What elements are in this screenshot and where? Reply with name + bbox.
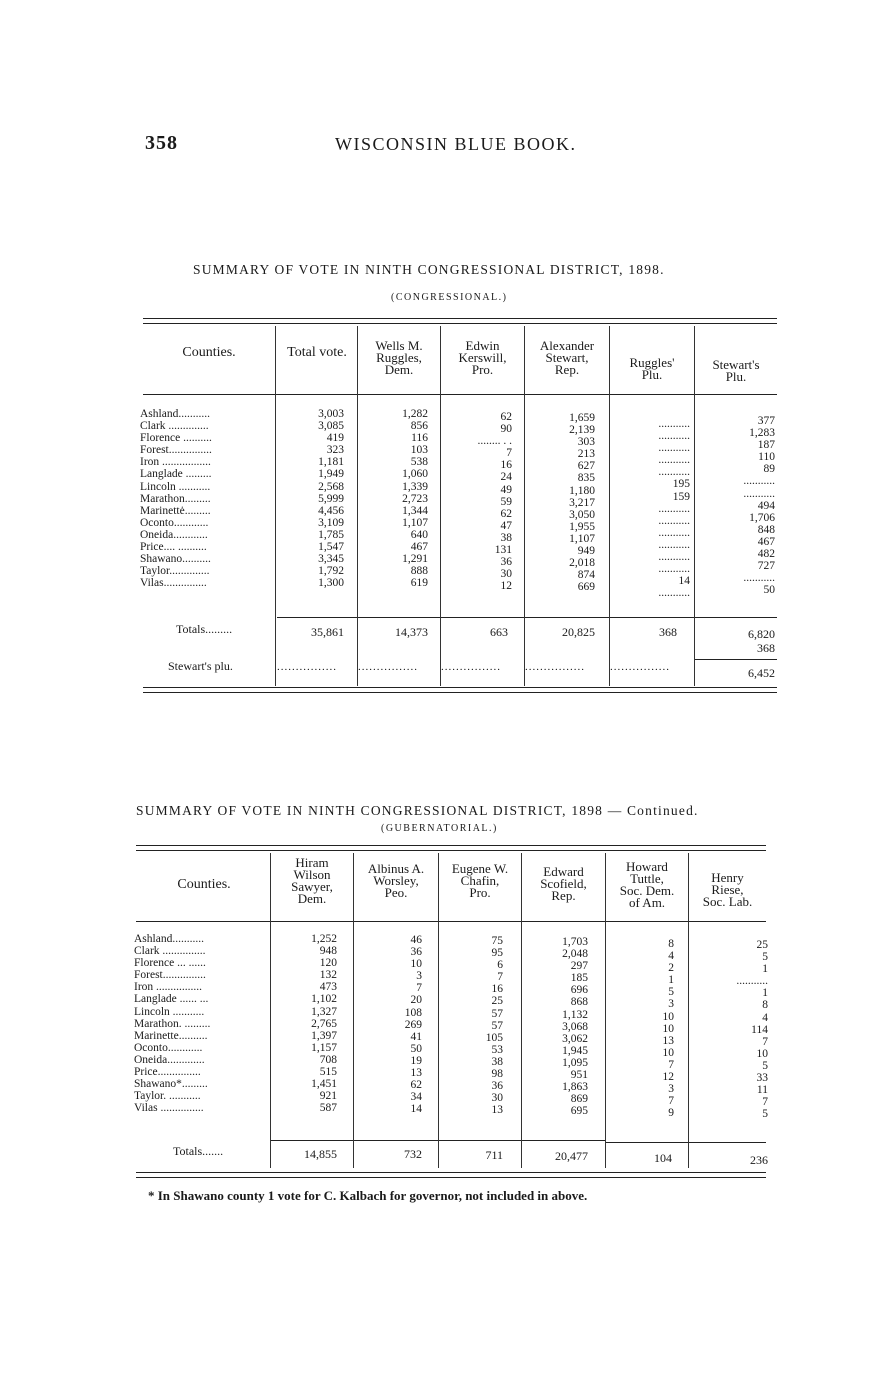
tuttle-vote-cell: 12: [662, 1071, 674, 1084]
table2-column-riese: [689, 939, 768, 1120]
stewart-plurality-cell: 848: [757, 523, 775, 536]
county-name: Forest...............: [134, 969, 206, 982]
stewart-plurality-cell: 727: [757, 560, 775, 573]
table1-column-total-vote: [277, 408, 344, 589]
worsley-vote-cell: 41: [410, 1030, 422, 1043]
table2-header-worsley: Albinus A. Worsley, Peo.: [367, 861, 425, 900]
county-name: Taylor. ...........: [134, 1090, 201, 1103]
table1-col-divider: [275, 326, 276, 686]
table2-header-sawyer: Hiram Wilson Sawyer, Dem.: [291, 855, 333, 906]
county-name: Lincoln ...........: [134, 1005, 205, 1018]
table2-sum-rule: [439, 1140, 521, 1141]
kerswill-vote-cell: 12: [500, 580, 512, 593]
table1-bottom-rule-2: [143, 692, 777, 693]
kerswill-vote-cell: 62: [500, 507, 512, 520]
total-vote-cell: 419: [326, 432, 344, 445]
table2-bottom-rule: [136, 1172, 766, 1173]
sawyer-vote-cell: 1,102: [311, 993, 337, 1006]
worsley-vote-cell: 34: [410, 1091, 422, 1104]
county-name: Langlade ...... ...: [134, 993, 209, 1006]
scofield-vote-cell: 3,062: [562, 1032, 588, 1045]
table2-worsley-sum: 732: [404, 1147, 422, 1161]
ruggles-plurality-cell: ...........: [658, 514, 690, 527]
table2-sawyer-sum: 14,855: [304, 1147, 337, 1161]
page-number: 358: [145, 132, 178, 154]
ruggles-vote-cell: 856: [410, 420, 428, 433]
county-name: Price.... ..........: [140, 541, 207, 554]
table2-column-worsley: [354, 934, 422, 1115]
ruggles-vote-cell: 103: [410, 444, 428, 457]
worsley-vote-cell: 46: [410, 934, 422, 946]
sawyer-vote-cell: 1,157: [311, 1041, 337, 1054]
kerswill-vote-cell: 47: [500, 519, 512, 532]
scofield-vote-cell: 696: [570, 984, 588, 997]
chafin-vote-cell: 6: [497, 959, 503, 972]
worsley-vote-cell: 108: [404, 1006, 422, 1019]
total-vote-cell: 3,085: [318, 420, 344, 433]
riese-vote-cell: 7: [762, 1096, 768, 1109]
sawyer-vote-cell: 708: [319, 1053, 337, 1066]
chafin-vote-cell: 38: [491, 1055, 503, 1068]
table1-title: SUMMARY OF VOTE IN NINTH CONGRESSIONAL DISTRICT, 1898.: [193, 262, 665, 277]
stewart-plurality-cell: ...........: [743, 487, 775, 500]
chafin-vote-cell: 57: [491, 1019, 503, 1032]
table1-column-counties: [140, 408, 274, 589]
kerswill-vote-cell: 24: [500, 471, 512, 484]
tuttle-vote-cell: 7: [668, 1095, 674, 1108]
tuttle-vote-cell: 10: [662, 1010, 674, 1023]
table2-column-tuttle: [606, 938, 674, 1119]
table1-kerswill-sum: 663: [490, 625, 508, 639]
tuttle-vote-cell: 8: [668, 938, 674, 950]
total-vote-cell: 3,109: [318, 516, 344, 529]
table1-sum-rule: [358, 617, 440, 618]
table2-tuttle-sum: 104: [654, 1151, 672, 1165]
worsley-vote-cell: 269: [404, 1018, 422, 1031]
stewart-vote-cell: 2,018: [569, 557, 595, 570]
tuttle-vote-cell: 9: [668, 1107, 674, 1120]
ruggles-plurality-cell: ...........: [658, 418, 690, 430]
table2-header-chafin: Eugene W. Chafin, Pro.: [451, 861, 509, 900]
county-name: Oconto............: [140, 516, 209, 529]
county-name: Iron ................: [134, 981, 203, 994]
stewart-vote-cell: 627: [577, 460, 595, 473]
table1-header-stewart: Alexander Stewart, Rep.: [539, 338, 595, 377]
stewart-vote-cell: 1,180: [569, 484, 595, 497]
table2-totals-label: Totals.......: [173, 1144, 224, 1158]
kerswill-vote-cell: 90: [500, 423, 512, 436]
riese-vote-cell: 5: [762, 951, 768, 964]
chafin-vote-cell: 98: [491, 1068, 503, 1081]
tuttle-vote-cell: 7: [668, 1058, 674, 1071]
table2-riese-sum: 236: [750, 1153, 768, 1167]
stewart-vote-cell: 303: [577, 436, 595, 449]
kerswill-vote-cell: 49: [500, 483, 512, 496]
ruggles-plurality-cell: ...........: [658, 466, 690, 479]
table1-header-total-vote: Total vote.: [287, 345, 347, 360]
riese-vote-cell: 1: [762, 963, 768, 976]
ruggles-plurality-cell: ...........: [658, 563, 690, 576]
ruggles-vote-cell: 619: [410, 577, 428, 590]
kerswill-vote-cell: 36: [500, 556, 512, 569]
sawyer-vote-cell: 921: [319, 1090, 337, 1103]
total-vote-cell: 5,999: [318, 492, 344, 505]
table1-column-stewart-plu: [695, 415, 775, 596]
table2-column-sawyer: [271, 933, 337, 1114]
table1-column-stewart: [525, 412, 595, 593]
county-name: Shawano*.........: [134, 1078, 208, 1091]
ruggles-vote-cell: 1,344: [402, 504, 428, 517]
ruggles-plurality-cell: ...........: [658, 526, 690, 539]
stewart-plurality-cell: 482: [757, 548, 775, 561]
table2-column-scofield: [522, 936, 588, 1117]
stewart-plurality-cell: 1,706: [749, 511, 775, 524]
table1-ruggles-plu-sum: 368: [659, 625, 677, 639]
chafin-vote-cell: 75: [491, 935, 503, 947]
stewart-vote-cell: 1,955: [569, 520, 595, 533]
ruggles-plurality-cell: ...........: [658, 502, 690, 515]
sawyer-vote-cell: 2,765: [311, 1017, 337, 1030]
table1-header-stewart-plu: Stewart's Plu.: [712, 357, 760, 384]
riese-vote-cell: 114: [751, 1023, 768, 1036]
tuttle-vote-cell: 4: [668, 950, 674, 963]
scofield-vote-cell: 297: [570, 960, 588, 973]
ruggles-vote-cell: 2,723: [402, 492, 428, 505]
sawyer-vote-cell: 132: [319, 969, 337, 982]
chafin-vote-cell: 53: [491, 1043, 503, 1056]
county-name: Forest...............: [140, 444, 212, 457]
riese-vote-cell: 33: [756, 1072, 768, 1085]
stewart-vote-cell: 3,050: [569, 508, 595, 521]
county-name: Vilas...............: [140, 577, 207, 590]
sawyer-vote-cell: 1,397: [311, 1029, 337, 1042]
county-name: Oneida.............: [134, 1053, 205, 1066]
county-name: Clark ..............: [140, 420, 209, 433]
riese-vote-cell: 25: [756, 939, 768, 951]
table1-header-kerswill: Edwin Kerswill, Pro.: [458, 338, 507, 377]
scofield-vote-cell: 1,945: [562, 1044, 588, 1057]
ruggles-vote-cell: 1,107: [402, 516, 428, 529]
page-header: [145, 132, 785, 158]
tuttle-vote-cell: 10: [662, 1046, 674, 1059]
table1-plu-dots: ................: [358, 661, 418, 673]
worsley-vote-cell: 62: [410, 1079, 422, 1092]
footnote: * In Shawano county 1 vote for C. Kalbach for governor, not included in above.: [148, 1188, 588, 1203]
stewart-plurality-cell: ...........: [743, 572, 775, 585]
kerswill-vote-cell: 16: [500, 459, 512, 472]
tuttle-vote-cell: 10: [662, 1022, 674, 1035]
sawyer-vote-cell: 1,327: [311, 1005, 337, 1018]
chafin-vote-cell: 36: [491, 1080, 503, 1093]
ruggles-vote-cell: 1,291: [402, 553, 428, 566]
table2-title: SUMMARY OF VOTE IN NINTH CONGRESSIONAL DISTRICT, 1898 — Continued.: [136, 803, 699, 818]
stewart-vote-cell: 1,659: [569, 412, 595, 424]
table1-plu-dots: ................: [525, 661, 585, 673]
scofield-vote-cell: 951: [570, 1069, 588, 1082]
table1-total-vote-sum: 35,861: [311, 625, 344, 639]
ruggles-vote-cell: 1,282: [402, 408, 428, 420]
table1-subtitle: (CONGRESSIONAL.): [391, 292, 508, 303]
county-name: Langlade .........: [140, 468, 212, 481]
county-name: Marinettė.........: [140, 504, 211, 517]
tuttle-vote-cell: 3: [668, 998, 674, 1011]
scofield-vote-cell: 695: [570, 1105, 588, 1118]
scofield-vote-cell: 869: [570, 1093, 588, 1106]
stewart-vote-cell: 213: [577, 448, 595, 461]
kerswill-vote-cell: 62: [500, 411, 512, 423]
county-name: Iron .................: [140, 456, 211, 469]
county-name: Price...............: [134, 1066, 201, 1079]
ruggles-vote-cell: 116: [411, 432, 428, 445]
sawyer-vote-cell: 948: [319, 945, 337, 958]
total-vote-cell: 1,792: [318, 565, 344, 578]
table2-header-riese: Henry Riese, Soc. Lab.: [702, 870, 753, 909]
table1-plu-rule: [695, 659, 777, 660]
chafin-vote-cell: 30: [491, 1092, 503, 1105]
ruggles-plurality-cell: ...........: [658, 454, 690, 467]
total-vote-cell: 4,456: [318, 504, 344, 517]
worsley-vote-cell: 14: [410, 1103, 422, 1116]
sawyer-vote-cell: 473: [319, 981, 337, 994]
table1-sum-rule: [695, 617, 777, 618]
ruggles-vote-cell: 467: [410, 541, 428, 554]
chafin-vote-cell: 57: [491, 1007, 503, 1020]
ruggles-plurality-cell: ...........: [658, 538, 690, 551]
table1-totals-label: Totals.........: [176, 622, 233, 636]
table2-sum-rule: [354, 1140, 438, 1141]
table1-column-ruggles: [358, 408, 428, 589]
worsley-vote-cell: 19: [410, 1054, 422, 1067]
total-vote-cell: 3,003: [318, 408, 344, 420]
total-vote-cell: 1,949: [318, 468, 344, 481]
table2-header-tuttle: Howard Tuttle, Soc. Dem. of Am.: [619, 859, 675, 910]
chafin-vote-cell: 25: [491, 995, 503, 1008]
kerswill-vote-cell: 7: [506, 447, 512, 460]
table2-top-rule-2: [136, 850, 766, 851]
worsley-vote-cell: 10: [410, 958, 422, 971]
stewart-vote-cell: 2,139: [569, 424, 595, 437]
scofield-vote-cell: 868: [570, 996, 588, 1009]
table1-column-kerswill: [441, 411, 512, 592]
ruggles-vote-cell: 1,339: [402, 480, 428, 493]
table1-plu-dots: ................: [277, 661, 337, 673]
tuttle-vote-cell: 3: [668, 1083, 674, 1096]
county-name: Marathon. .........: [134, 1017, 211, 1030]
ruggles-plurality-cell: ...........: [658, 442, 690, 455]
county-name: Oconto............: [134, 1041, 203, 1054]
tuttle-vote-cell: 5: [668, 986, 674, 999]
kerswill-vote-cell: ........ . .: [477, 435, 512, 448]
worsley-vote-cell: 7: [416, 982, 422, 995]
chafin-vote-cell: 16: [491, 983, 503, 996]
table1-header-ruggles-plu: Ruggles' Plu.: [629, 355, 675, 382]
ruggles-vote-cell: 640: [410, 528, 428, 541]
county-name: Florence ..........: [140, 432, 212, 445]
ruggles-plurality-cell: 195: [672, 478, 690, 491]
riese-vote-cell: 5: [762, 1059, 768, 1072]
riese-vote-cell: 7: [762, 1035, 768, 1048]
worsley-vote-cell: 13: [410, 1067, 422, 1080]
county-name: Marinette..........: [134, 1029, 208, 1042]
riese-vote-cell: 11: [756, 1084, 768, 1097]
chafin-vote-cell: 105: [485, 1031, 503, 1044]
total-vote-cell: 1,181: [318, 456, 344, 469]
running-head: WISCONSIN BLUE BOOK.: [335, 134, 577, 154]
table1-ruggles-sum: 14,373: [395, 625, 428, 639]
stewart-vote-cell: 874: [577, 569, 595, 582]
stewart-plurality-cell: 110: [758, 451, 775, 464]
scofield-vote-cell: 185: [570, 972, 588, 985]
stewart-plurality-cell: 89: [763, 463, 775, 476]
stewart-plurality-cell: 1,283: [749, 427, 775, 440]
total-vote-cell: 1,300: [318, 577, 344, 590]
worsley-vote-cell: 50: [410, 1042, 422, 1055]
table1-sum-rule: [525, 617, 609, 618]
total-vote-cell: 323: [326, 444, 344, 457]
table1-stewart-sum: 20,825: [562, 625, 595, 639]
tuttle-vote-cell: 13: [662, 1034, 674, 1047]
riese-vote-cell: 4: [762, 1011, 768, 1024]
table2-chafin-sum: 711: [485, 1148, 503, 1162]
table2-header-counties: Counties.: [177, 877, 231, 892]
kerswill-vote-cell: 59: [500, 495, 512, 508]
stewart-plurality-cell: 187: [757, 439, 775, 452]
county-name: Oneida............: [140, 528, 208, 541]
riese-vote-cell: ...........: [736, 975, 768, 988]
table1-sum-rule: [441, 617, 524, 618]
total-vote-cell: 2,568: [318, 480, 344, 493]
county-name: Shawano..........: [140, 553, 211, 566]
stewart-plurality-cell: 50: [763, 584, 775, 597]
table1-stewart-plu-label: Stewart's plu.: [168, 659, 233, 673]
table2-sum-rule: [271, 1140, 353, 1141]
sawyer-vote-cell: 515: [319, 1066, 337, 1079]
scofield-vote-cell: 3,068: [562, 1020, 588, 1033]
county-name: Clark ...............: [134, 945, 206, 958]
scofield-vote-cell: 1,703: [562, 936, 588, 948]
stewart-vote-cell: 949: [577, 545, 595, 558]
table2-bottom-rule-2: [136, 1177, 766, 1178]
table2-sum-rule: [689, 1142, 766, 1143]
county-name: Florence ... ......: [134, 957, 206, 970]
riese-vote-cell: 8: [762, 999, 768, 1012]
county-name: Lincoln ...........: [140, 480, 211, 493]
table2-sum-rule: [606, 1142, 688, 1143]
sawyer-vote-cell: 120: [319, 957, 337, 970]
ruggles-vote-cell: 538: [410, 456, 428, 469]
table2-header-rule: [136, 921, 766, 922]
ruggles-plurality-cell: ...........: [658, 551, 690, 564]
county-name: Vilas ...............: [134, 1102, 204, 1115]
riese-vote-cell: 10: [756, 1047, 768, 1060]
table1-bottom-rule: [143, 687, 777, 688]
table1-header-ruggles: Wells M. Ruggles, Dem.: [375, 338, 423, 377]
kerswill-vote-cell: 131: [494, 544, 512, 557]
table1-sum-rule: [610, 617, 694, 618]
table1-stewart-plu-sum: 6,820: [748, 627, 775, 641]
table1-header-rule: [143, 394, 777, 395]
sawyer-vote-cell: 1,252: [311, 933, 337, 945]
table1-column-ruggles-plu: [610, 418, 690, 599]
total-vote-cell: 1,785: [318, 528, 344, 541]
ruggles-plurality-cell: ...........: [658, 587, 690, 600]
table1-plu-dots: ................: [441, 661, 501, 673]
table2-sum-rule: [522, 1140, 605, 1141]
worsley-vote-cell: 36: [410, 946, 422, 959]
chafin-vote-cell: 13: [491, 1104, 503, 1117]
kerswill-vote-cell: 30: [500, 568, 512, 581]
ruggles-plurality-cell: ...........: [658, 430, 690, 443]
riese-vote-cell: 5: [762, 1108, 768, 1121]
ruggles-plurality-cell: 159: [672, 490, 690, 503]
stewart-vote-cell: 669: [577, 581, 595, 594]
sawyer-vote-cell: 587: [319, 1102, 337, 1115]
table1-top-rule: [143, 318, 777, 319]
scofield-vote-cell: 1,095: [562, 1056, 588, 1069]
kerswill-vote-cell: 38: [500, 531, 512, 544]
stewart-vote-cell: 835: [577, 472, 595, 485]
worsley-vote-cell: 3: [416, 970, 422, 983]
sawyer-vote-cell: 1,451: [311, 1078, 337, 1091]
county-name: Taylor..............: [140, 565, 210, 578]
ruggles-vote-cell: 1,060: [402, 468, 428, 481]
stewart-vote-cell: 1,107: [569, 532, 595, 545]
table1-stewart-plu-net: 6,452: [748, 666, 775, 680]
table1-plu-dots: ................: [610, 661, 670, 673]
worsley-vote-cell: 20: [410, 994, 422, 1007]
stewart-vote-cell: 3,217: [569, 496, 595, 509]
chafin-vote-cell: 95: [491, 947, 503, 960]
total-vote-cell: 3,345: [318, 553, 344, 566]
table2-header-scofield: Edward Scofield, Rep.: [540, 864, 587, 903]
table2-column-counties: [134, 933, 268, 1114]
tuttle-vote-cell: 1: [668, 974, 674, 987]
table2-column-chafin: [439, 935, 503, 1116]
scofield-vote-cell: 2,048: [562, 948, 588, 961]
county-name: Ashland...........: [140, 408, 210, 420]
stewart-plurality-cell: ...........: [743, 475, 775, 488]
table1-sum-rule: [277, 617, 357, 618]
table2-top-rule: [136, 845, 766, 846]
stewart-plurality-cell: 377: [757, 415, 775, 427]
table1-stewart-plu-deduction: 368: [757, 641, 775, 655]
table1-header-counties: Counties.: [182, 345, 236, 360]
ruggles-vote-cell: 888: [410, 565, 428, 578]
county-name: Marathon.........: [140, 492, 211, 505]
table2-scofield-sum: 20,477: [555, 1149, 588, 1163]
county-name: Ashland...........: [134, 933, 204, 945]
table1-top-rule-2: [143, 323, 777, 324]
total-vote-cell: 1,547: [318, 541, 344, 554]
scofield-vote-cell: 1,863: [562, 1081, 588, 1094]
stewart-plurality-cell: 467: [757, 535, 775, 548]
riese-vote-cell: 1: [762, 987, 768, 1000]
scofield-vote-cell: 1,132: [562, 1008, 588, 1021]
chafin-vote-cell: 7: [497, 971, 503, 984]
tuttle-vote-cell: 2: [668, 962, 674, 975]
stewart-plurality-cell: 494: [757, 499, 775, 512]
ruggles-plurality-cell: 14: [678, 575, 690, 588]
table2-subtitle: (GUBERNATORIAL.): [381, 823, 498, 834]
